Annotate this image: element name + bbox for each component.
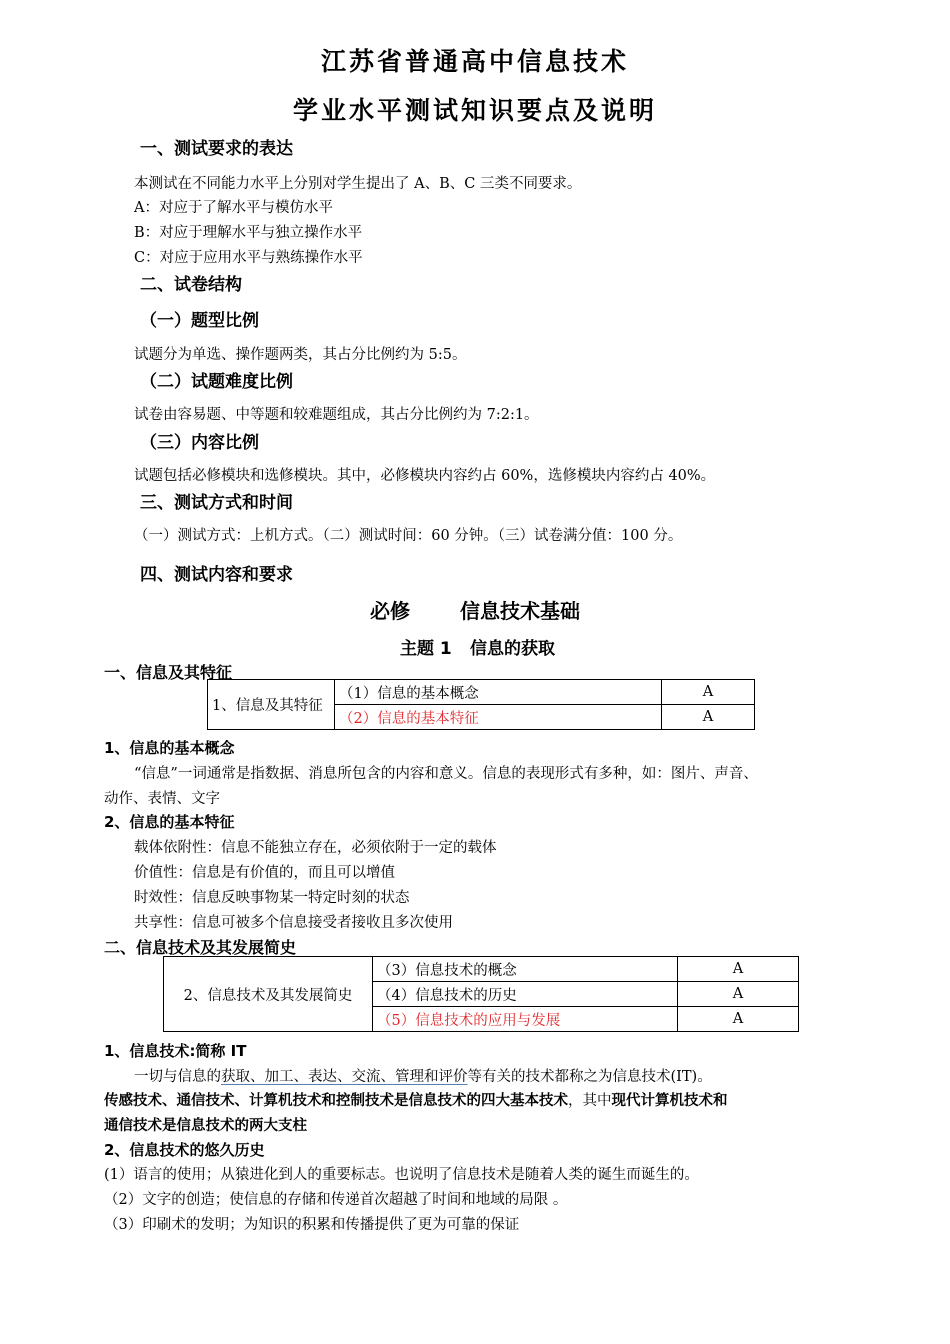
subsection-difficulty: （二）试题难度比例 (140, 372, 293, 392)
feature-item: 共享性：信息可被多个信息接受者接收且多次使用 (134, 915, 453, 931)
it-definition-prefix: 一切与信息的 (134, 1069, 221, 1085)
question-types-text: 试题分为单选、操作题两类，其占分比例约为 5:5。 (134, 347, 467, 363)
concept-text-line2: 动作、表情、文字 (104, 791, 220, 807)
section-1-intro: 本测试在不同能力水平上分别对学生提出了 A、B、C 三类不同要求。 (134, 176, 582, 192)
section-1-heading: 一、测试要求的表达 (140, 139, 293, 159)
table-row (208, 680, 755, 705)
it-definition-underlined: 获取、加工、表达、交流、管理和评价 (221, 1069, 468, 1085)
table-level-cell: A (678, 982, 799, 1007)
table-level-cell: A (662, 680, 755, 705)
difficulty-text: 试卷由容易题、中等题和较难题组成，其占分比例约为 7:2:1。 (134, 407, 539, 423)
concept-text-line1: “信息”一词通常是指数据、消息所包含的内容和意义。信息的表现形式有多种，如：图片、声音、 (134, 766, 758, 782)
module-label: 必修 (370, 599, 410, 623)
topic-name: 信息的获取 (470, 639, 555, 659)
table-row (164, 957, 799, 982)
table-item-cell: （5）信息技术的应用与发展 (373, 1007, 678, 1032)
section-4-heading: 四、测试内容和要求 (140, 565, 293, 585)
it-definition-heading: 1、信息技术:简称 IT (104, 1042, 247, 1060)
table-item-cell: （4）信息技术的历史 (373, 982, 678, 1007)
level-c-text: C：对应于应用水平与熟练操作水平 (134, 250, 363, 266)
table-item-cell: （1）信息的基本概念 (335, 680, 662, 705)
it-definition-text (134, 1065, 712, 1086)
level-a-text: A：对应于了解水平与模仿水平 (134, 200, 333, 216)
subsection-question-types: （一）题型比例 (140, 311, 259, 331)
feature-item: 载体依附性：信息不能独立存在，必须依附于一定的载体 (134, 840, 497, 856)
document-title-line2: 学业水平测试知识要点及说明 (292, 96, 657, 125)
it-four-techs: 传感技术、通信技术、计算机技术和控制技术是信息技术的四大基本技术 (104, 1093, 568, 1109)
history-item: （3）印刷术的发明；为知识的积累和传播提供了更为可靠的保证 (104, 1217, 520, 1233)
it-definition-suffix: 等有关的技术都称之为信息技术(IT)。 (467, 1069, 712, 1085)
section-2-heading: 二、试卷结构 (140, 275, 242, 295)
table-level-cell: A (678, 957, 799, 982)
table-level-cell: A (662, 705, 755, 730)
test-method-text: （一）测试方式：上机方式。（二）测试时间：60 分钟。（三）试卷满分值：100 分。 (134, 528, 683, 544)
it-core-tech-line1 (104, 1089, 728, 1110)
it-history-heading: 2、信息技术的悠久历史 (104, 1141, 265, 1159)
part-1-heading: 一、信息及其特征 (104, 663, 233, 682)
feature-item: 价值性：信息是有价值的，而且可以增值 (134, 865, 395, 881)
it-pillars-start: 现代计算机技术和 (611, 1093, 728, 1109)
section-3-heading: 三、测试方式和时间 (140, 493, 293, 513)
requirements-table-1 (207, 679, 755, 730)
concept-heading: 1、信息的基本概念 (104, 739, 235, 757)
feature-item: 时效性：信息反映事物某一特定时刻的状态 (134, 890, 410, 906)
content-ratio-text: 试题包括必修模块和选修模块。其中，必修模块内容约占 60%，选修模块内容约占 40%。 (134, 468, 716, 484)
level-b-text: B：对应于理解水平与独立操作水平 (134, 225, 363, 241)
module-name: 信息技术基础 (460, 599, 580, 623)
features-heading: 2、信息的基本特征 (104, 813, 235, 831)
document-title-line1: 江苏省普通高中信息技术 (320, 47, 629, 76)
subsection-content-ratio: （三）内容比例 (140, 433, 259, 453)
topic-number: 主题 1 (400, 639, 452, 659)
table-level-cell: A (678, 1007, 799, 1032)
table-item-cell: （3）信息技术的概念 (373, 957, 678, 982)
it-pillars-end: 通信技术是信息技术的两大支柱 (104, 1118, 307, 1134)
table-item-cell: （2）信息的基本特征 (335, 705, 662, 730)
it-connector: ，其中 (568, 1093, 612, 1109)
requirements-table-2 (163, 956, 799, 1032)
table-group-cell: 2、信息技术及其发展简史 (164, 957, 373, 1032)
history-item: (1）语言的使用；从猿进化到人的重要标志。也说明了信息技术是随着人类的诞生而诞生的。 (104, 1167, 699, 1183)
part-2-heading: 二、信息技术及其发展简史 (104, 938, 297, 957)
table-group-cell: 1、信息及其特征 (208, 680, 335, 730)
history-item: （2）文字的创造；使信息的存储和传递首次超越了时间和地域的局限 。 (104, 1192, 568, 1208)
